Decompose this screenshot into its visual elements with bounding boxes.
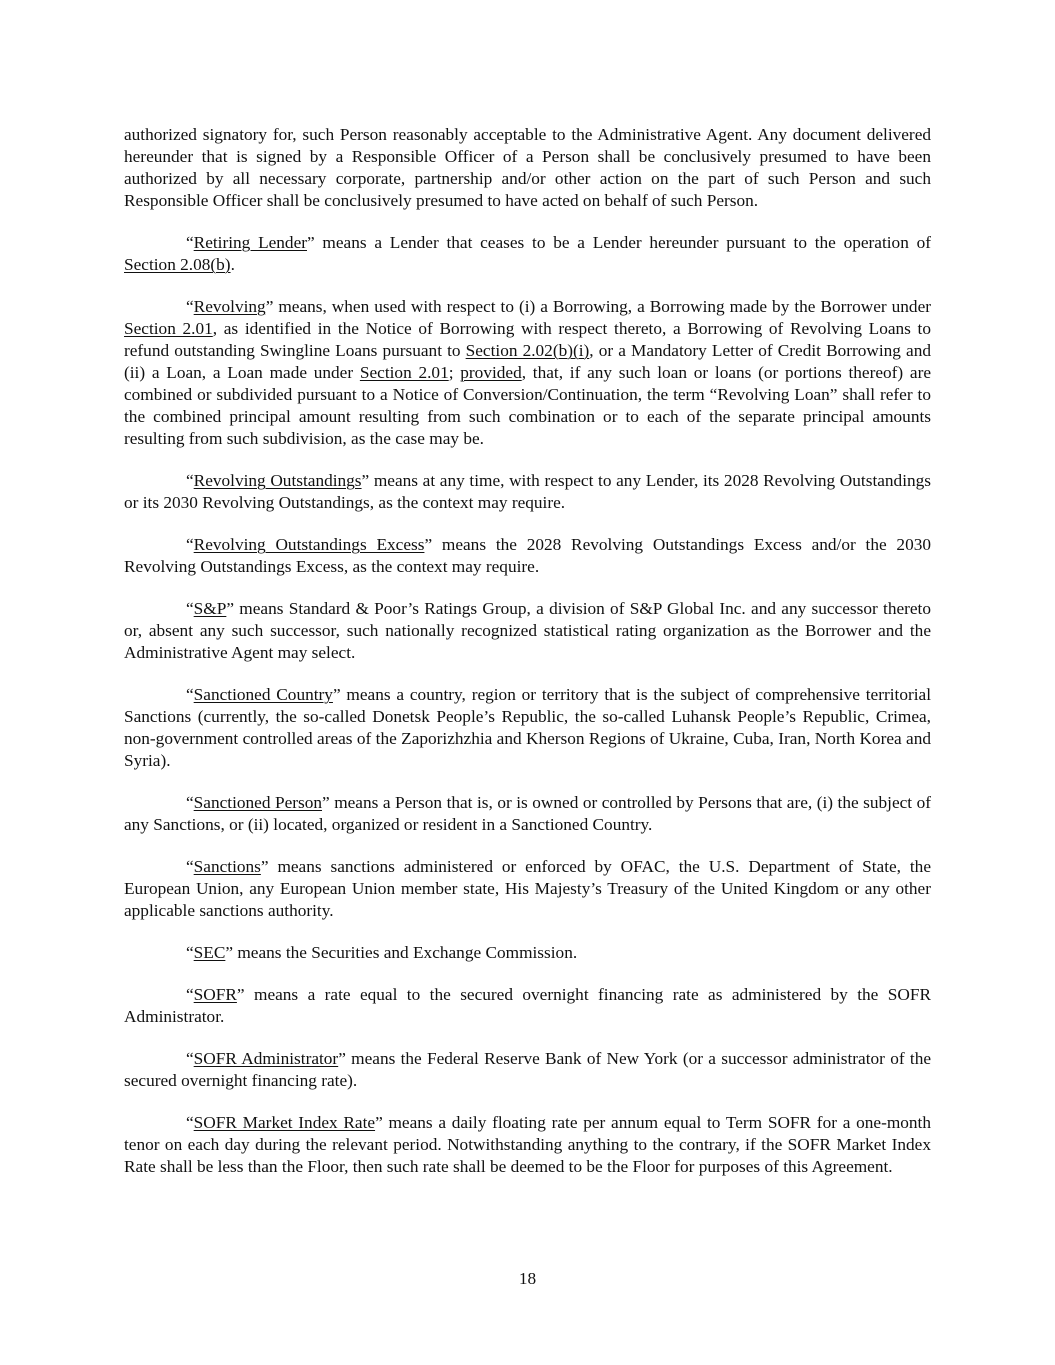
underlined-term: Revolving [193,297,266,316]
text-segment: “ [186,857,194,876]
definition-sanctioned-person [124,792,931,836]
text-segment: “ [186,297,194,316]
text-segment: , as identified in the Notice of Borrowing with respect thereto, a Borrowing of Revolving Loans to refund outstanding Swingline Loans pursuant to [124,319,931,360]
definition-sofr [124,984,931,1028]
text-segment: “ [186,793,194,812]
definition-revolving-outstandings [124,470,931,514]
underlined-term: Revolving Outstandings [193,471,362,490]
underlined-term: provided [460,363,522,382]
text-segment: authorized signatory for, such Person reasonably acceptable to the Administrative Agent. Any document delivered hereunder that is signed by a Responsible Officer of a Person shall be conclusively presumed to have been authorized by all necessary corporate, partnership and/or other action on the part of such Person and such Responsible Officer shall be conclusively presumed to have acted on behalf of such Person. [124,125,931,210]
underlined-term: S&P [193,599,227,618]
text-segment: “ [186,685,194,704]
definition-revolving [124,296,931,450]
underlined-term: Section 2.08(b) [124,255,231,274]
text-segment: “ [186,1049,194,1068]
underlined-term: SOFR [193,985,237,1004]
definition-sanctions [124,856,931,922]
text-segment: ” means a rate equal to the secured overnight financing rate as administered by the SOFR Administrator. [124,985,931,1026]
underlined-term: Sanctioned Person [193,793,323,812]
definition-sanctioned-country [124,684,931,772]
underlined-term: Section 2.01 [124,319,213,338]
page-number: 18 [518,1269,537,1288]
underlined-term: Retiring Lender [193,233,307,252]
text-segment: “ [186,599,194,618]
text-segment: ” means at any time, with respect to any Lender, its 2028 Revolving Outstandings or its 2030 Revolving Outstandings, as the context may require. [124,471,932,512]
text-segment: ” means the Federal Reserve Bank of New York (or a successor administrator of the secured overnight financing rate). [124,1049,931,1090]
text-segment: “ [186,233,194,252]
definition-revolving-outstandings-excess [124,534,931,578]
text-segment: , that, if any such loan or loans (or portions thereof) are combined or subdivided pursuant to a Notice of Conversion/Continuation, the term “Revolving Loan” shall refer to the combined principal amount resulting from such combination or to each of the separate principal amounts resulting from such subdivision, as the case may be. [124,363,931,448]
text-segment: “ [186,943,194,962]
underlined-term: Sanctions [193,857,261,876]
text-segment: ” means a daily floating rate per annum equal to Term SOFR for a one-month tenor on each day during the relevant period. Notwithstanding anything to the contrary, if the SOFR Market Index Rate shall be less than the Floor, then such rate shall be deemed to be the Floor for purposes of this Agreement. [124,1113,931,1176]
text-segment: “ [186,471,194,490]
underlined-term: Revolving Outstandings Excess [193,535,425,554]
text-segment: ” means a Person that is, or is owned or controlled by Persons that are, (i) the subject of any Sanctions, or (ii) located, organized or resident in a Sanctioned Country. [124,793,931,834]
underlined-term: Section 2.02(b)(i) [465,341,590,360]
underlined-term: Sanctioned Country [193,685,333,704]
definition-sec [124,942,931,964]
text-segment: ” means the Securities and Exchange Commission. [225,943,578,962]
text-segment: “ [186,1113,194,1132]
underlined-term: SOFR Market Index Rate [193,1113,376,1132]
text-segment: ” means a Lender that ceases to be a Lender hereunder pursuant to the operation of [307,233,931,252]
text-segment: , or a Mandatory Letter of Credit Borrowing and (ii) a Loan, a Loan made under [124,341,932,382]
definition-s-and-p [124,598,931,664]
text-segment: ” means the 2028 Revolving Outstandings Excess and/or the 2030 Revolving Outstandings Excess, as the context may require. [124,535,931,576]
document-body [124,124,931,1198]
text-segment: ; [448,363,461,382]
definition-sofr-market-index-rate [124,1112,931,1178]
text-segment: ” means, when used with respect to (i) a Borrowing, a Borrowing made by the Borrower under [265,297,931,316]
underlined-term: SOFR Administrator [193,1049,339,1068]
underlined-term: Section 2.01 [359,363,449,382]
definition-retiring-lender [124,232,931,276]
text-segment: ” means Standard & Poor’s Ratings Group, a division of S&P Global Inc. and any successor thereto or, absent any such successor, such nationally recognized statistical rating organization as the Borrower and the Administrative Agent may select. [124,599,931,662]
definition-sofr-administrator [124,1048,931,1092]
text-segment: ” means a country, region or territory that is the subject of comprehensive territorial Sanctions (currently, the so-called Donetsk People’s Republic, the so-called Luhansk People’s Republic, Crimea, non-government controlled areas of the Zaporizhzhia and Kherson Regions of Ukraine, Cuba, Iran, North Korea and Syria). [124,685,931,770]
text-segment: “ [186,985,194,1004]
underlined-term: SEC [193,943,226,962]
text-segment: “ [186,535,194,554]
text-segment: . [230,255,235,274]
paragraph-continuation [124,124,931,212]
text-segment: ” means sanctions administered or enforced by OFAC, the U.S. Department of State, the European Union, any European Union member state, His Majesty’s Treasury of the United Kingdom or any other applicable sanctions authority. [124,857,931,920]
